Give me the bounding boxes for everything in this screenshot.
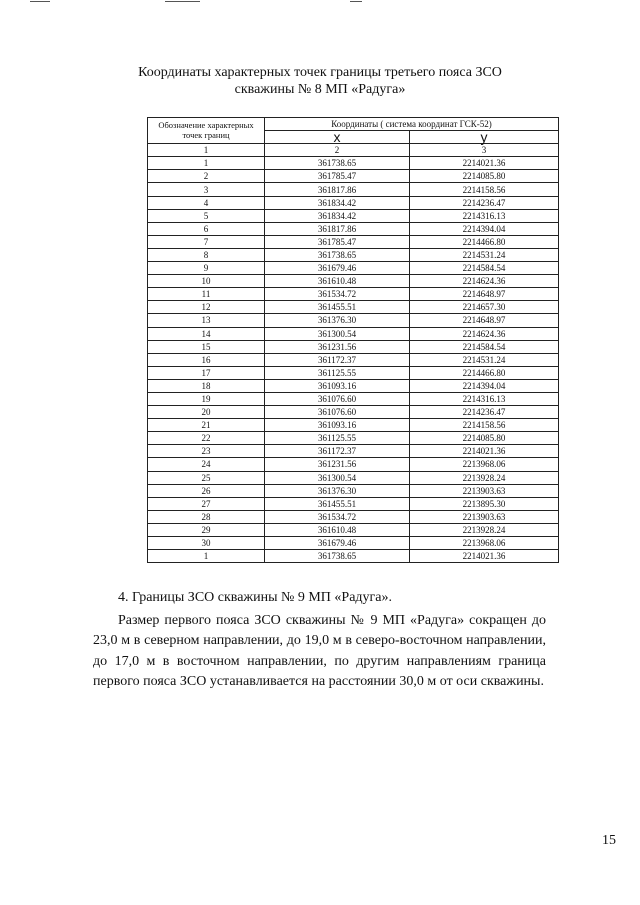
coord-x: 361785.47 xyxy=(265,170,410,183)
column-number: 3 xyxy=(410,144,559,157)
table-row xyxy=(148,170,559,183)
coord-x: 361738.65 xyxy=(265,157,410,170)
coord-y: 2214657.30 xyxy=(410,301,559,314)
table-row xyxy=(148,248,559,261)
table-row xyxy=(148,406,559,419)
point-number: 10 xyxy=(148,275,265,288)
table-row xyxy=(148,550,559,563)
coordinates-table xyxy=(147,117,559,563)
coord-y: 2214158.56 xyxy=(410,419,559,432)
scan-artifact xyxy=(30,1,50,2)
page-number: 15 xyxy=(602,833,616,848)
coord-x: 361785.47 xyxy=(265,235,410,248)
coord-y: 2214316.13 xyxy=(410,392,559,405)
table-row xyxy=(148,392,559,405)
point-number: 28 xyxy=(148,510,265,523)
table-row xyxy=(148,314,559,327)
point-number: 1 xyxy=(148,550,265,563)
point-number: 19 xyxy=(148,392,265,405)
coord-y: 2214236.47 xyxy=(410,196,559,209)
coord-x: 361125.55 xyxy=(265,366,410,379)
coord-x: 361376.30 xyxy=(265,484,410,497)
coord-y: 2214531.24 xyxy=(410,353,559,366)
table-row xyxy=(148,209,559,222)
table-body xyxy=(148,157,559,563)
table-row xyxy=(148,157,559,170)
coord-x: 361738.65 xyxy=(265,248,410,261)
coord-x: 361817.86 xyxy=(265,183,410,196)
header-x: х xyxy=(265,131,410,144)
coord-y: 2214624.36 xyxy=(410,275,559,288)
coord-y: 2214466.80 xyxy=(410,366,559,379)
coord-x: 361834.42 xyxy=(265,196,410,209)
coord-x: 361300.54 xyxy=(265,327,410,340)
coord-x: 361231.56 xyxy=(265,340,410,353)
table-row xyxy=(148,458,559,471)
table-row xyxy=(148,523,559,536)
table-row xyxy=(148,484,559,497)
table-row xyxy=(148,497,559,510)
point-number: 3 xyxy=(148,183,265,196)
coord-x: 361679.46 xyxy=(265,262,410,275)
scan-artifact xyxy=(165,1,200,2)
coord-x: 361172.37 xyxy=(265,445,410,458)
table-row xyxy=(148,353,559,366)
point-number: 20 xyxy=(148,406,265,419)
coord-x: 361093.16 xyxy=(265,379,410,392)
point-number: 9 xyxy=(148,262,265,275)
coord-y: 2214085.80 xyxy=(410,170,559,183)
column-number: 1 xyxy=(148,144,265,157)
header-coordinates: Координаты ( система координат ГСК-52) xyxy=(265,118,559,131)
point-number: 1 xyxy=(148,157,265,170)
coord-x: 361738.65 xyxy=(265,550,410,563)
coord-y: 2214394.04 xyxy=(410,222,559,235)
coord-x: 361679.46 xyxy=(265,537,410,550)
point-number: 29 xyxy=(148,523,265,536)
coord-x: 361300.54 xyxy=(265,471,410,484)
table-row xyxy=(148,537,559,550)
coord-y: 2213903.63 xyxy=(410,510,559,523)
document-title xyxy=(100,64,540,98)
table-row xyxy=(148,510,559,523)
coord-x: 361455.51 xyxy=(265,301,410,314)
coord-y: 2213968.06 xyxy=(410,458,559,471)
coord-y: 2214085.80 xyxy=(410,432,559,445)
point-number: 21 xyxy=(148,419,265,432)
point-number: 16 xyxy=(148,353,265,366)
table-row xyxy=(148,262,559,275)
coord-y: 2214648.97 xyxy=(410,314,559,327)
table-row xyxy=(148,366,559,379)
table-row xyxy=(148,445,559,458)
coord-y: 2214466.80 xyxy=(410,235,559,248)
coord-y: 2214021.36 xyxy=(410,157,559,170)
point-number: 11 xyxy=(148,288,265,301)
coord-y: 2214584.54 xyxy=(410,262,559,275)
header-y: у xyxy=(410,131,559,144)
coord-x: 361610.48 xyxy=(265,275,410,288)
point-number: 6 xyxy=(148,222,265,235)
coord-x: 361172.37 xyxy=(265,353,410,366)
point-number: 24 xyxy=(148,458,265,471)
point-number: 8 xyxy=(148,248,265,261)
section-heading: 4. Границы ЗСО скважины № 9 МП «Радуга». xyxy=(118,590,392,605)
point-number: 27 xyxy=(148,497,265,510)
coord-x: 361534.72 xyxy=(265,510,410,523)
coord-y: 2213903.63 xyxy=(410,484,559,497)
point-number: 22 xyxy=(148,432,265,445)
coord-y: 2214316.13 xyxy=(410,209,559,222)
title-line-1: Координаты характерных точек границы третьего пояса ЗСО xyxy=(138,65,502,80)
coord-y: 2213895.30 xyxy=(410,497,559,510)
point-number: 17 xyxy=(148,366,265,379)
coord-x: 361610.48 xyxy=(265,523,410,536)
coord-x: 361093.16 xyxy=(265,419,410,432)
coord-y: 2213928.24 xyxy=(410,471,559,484)
coord-y: 2214584.54 xyxy=(410,340,559,353)
table-row xyxy=(148,275,559,288)
column-number: 2 xyxy=(265,144,410,157)
coord-y: 2214158.56 xyxy=(410,183,559,196)
coord-x: 361376.30 xyxy=(265,314,410,327)
table-row xyxy=(148,419,559,432)
coord-x: 361817.86 xyxy=(265,222,410,235)
coord-y: 2214624.36 xyxy=(410,327,559,340)
coord-x: 361076.60 xyxy=(265,406,410,419)
scan-artifact xyxy=(350,1,362,2)
point-number: 14 xyxy=(148,327,265,340)
table-row xyxy=(148,340,559,353)
point-number: 5 xyxy=(148,209,265,222)
point-number: 12 xyxy=(148,301,265,314)
table-row xyxy=(148,183,559,196)
coord-y: 2214021.36 xyxy=(410,445,559,458)
table-row xyxy=(148,288,559,301)
point-number: 18 xyxy=(148,379,265,392)
coord-x: 361455.51 xyxy=(265,497,410,510)
section-4 xyxy=(93,588,546,693)
point-number: 2 xyxy=(148,170,265,183)
point-number: 23 xyxy=(148,445,265,458)
section-paragraph: Размер первого пояса ЗСО скважины № 9 МП «Радуга» сокращен до 23,0 м в северном направлении, до 19,0 м в северо-восточном направлении, до 17,0 м в восточном направлении, по другим направлениям граница первого пояса ЗСО устанавливается на расстоянии 30,0 м от оси скважины. xyxy=(93,612,546,689)
table-row xyxy=(148,379,559,392)
table-row xyxy=(148,235,559,248)
coord-y: 2214648.97 xyxy=(410,288,559,301)
point-number: 26 xyxy=(148,484,265,497)
coord-x: 361231.56 xyxy=(265,458,410,471)
point-number: 4 xyxy=(148,196,265,209)
title-line-2: скважины № 8 МП «Радуга» xyxy=(234,82,406,97)
table-row xyxy=(148,327,559,340)
point-number: 7 xyxy=(148,235,265,248)
point-number: 13 xyxy=(148,314,265,327)
table-row xyxy=(148,301,559,314)
coord-y: 2213928.24 xyxy=(410,523,559,536)
coord-x: 361076.60 xyxy=(265,392,410,405)
table-row xyxy=(148,222,559,235)
coord-y: 2214531.24 xyxy=(410,248,559,261)
coord-y: 2214394.04 xyxy=(410,379,559,392)
coord-x: 361534.72 xyxy=(265,288,410,301)
coord-y: 2214021.36 xyxy=(410,550,559,563)
coord-x: 361834.42 xyxy=(265,209,410,222)
coord-x: 361125.55 xyxy=(265,432,410,445)
coord-y: 2214236.47 xyxy=(410,406,559,419)
point-number: 25 xyxy=(148,471,265,484)
table-row xyxy=(148,471,559,484)
header-point-label: Обозначение характерных точек границ xyxy=(148,118,265,144)
point-number: 15 xyxy=(148,340,265,353)
table-row xyxy=(148,196,559,209)
point-number: 30 xyxy=(148,537,265,550)
coord-y: 2213968.06 xyxy=(410,537,559,550)
table-row xyxy=(148,432,559,445)
